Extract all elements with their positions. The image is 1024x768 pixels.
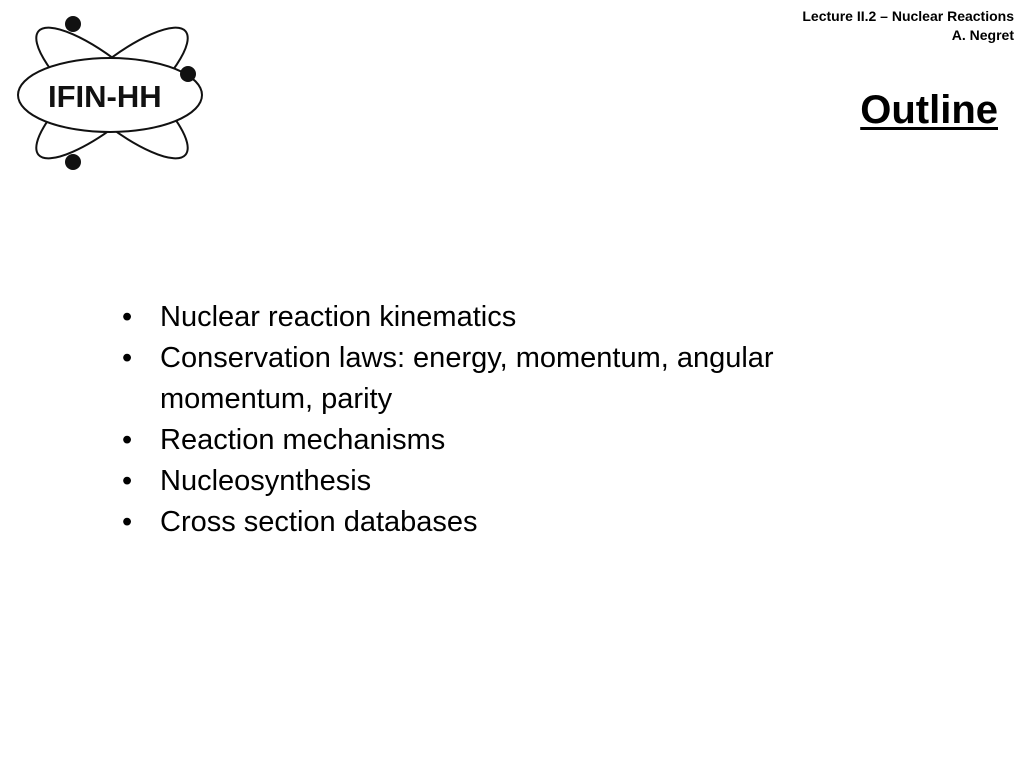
bullet-marker: • [122, 301, 133, 333]
list-item-text: Nuclear reaction kinematics [160, 301, 517, 333]
bullet-marker: • [122, 342, 133, 374]
atom-logo-icon [14, 12, 210, 174]
ifin-hh-logo [14, 12, 210, 174]
list-item [120, 338, 820, 420]
list-item [120, 420, 820, 461]
list-item [120, 297, 820, 338]
lecture-title: Lecture II.2 – Nuclear Reactions [802, 8, 1014, 24]
list-item-text: Reaction mechanisms [160, 424, 446, 456]
outline-list [120, 297, 820, 543]
author-name: A. Negret [951, 27, 1014, 43]
list-item [120, 502, 820, 543]
list-item [120, 461, 820, 502]
bullet-marker: • [122, 465, 133, 497]
list-item-text: Cross section databases [160, 506, 478, 538]
bullet-marker: • [122, 424, 133, 456]
svg-text:IFIN-HH: IFIN-HH [48, 79, 162, 114]
list-item-text: Nucleosynthesis [160, 465, 372, 497]
lecture-header [802, 7, 1014, 45]
slide-title: Outline [860, 88, 998, 132]
list-item-text: Conservation laws: energy, momentum, angular momentum, parity [160, 342, 774, 415]
bullet-marker: • [122, 506, 133, 538]
